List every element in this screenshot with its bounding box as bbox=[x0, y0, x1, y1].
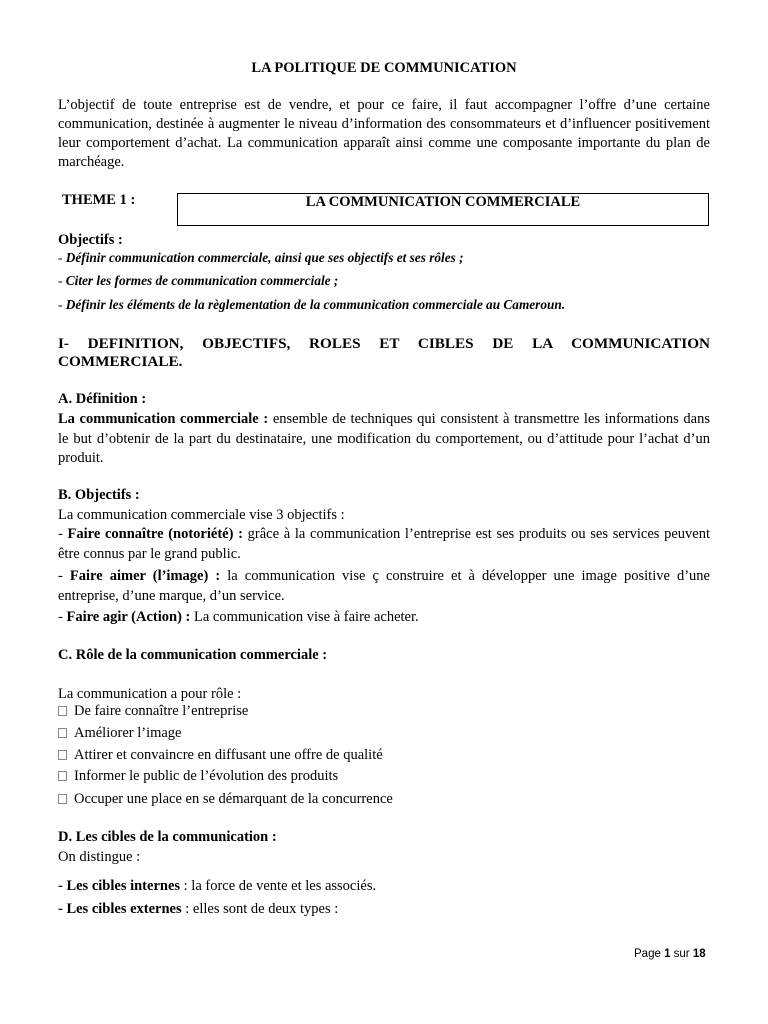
objectif-item: - Citer les formes de communication commerciale ; bbox=[58, 273, 339, 288]
cibles-intro: On distingue : bbox=[58, 849, 141, 865]
objectif-b-item: - Faire aimer (l’image) : la communication vise ç construire et à développer une image positive d’une entreprise, d’une marque, d’un service. bbox=[58, 568, 710, 604]
page-title: LA POLITIQUE DE COMMUNICATION bbox=[251, 60, 517, 76]
checkbox-bullet-icon bbox=[58, 728, 67, 738]
checkbox-bullet-icon bbox=[58, 794, 67, 804]
objectifs-b-heading: B. Objectifs : bbox=[58, 487, 140, 503]
checkbox-bullet-icon bbox=[58, 706, 67, 716]
intro-paragraph: L’objectif de toute entreprise est de vendre, et pour ce faire, il faut accompagner l’offre d’une certaine communication, destinée à augmenter le niveau d’information des consommateurs et d’influencer positivement leur comportement d’achat. La communication apparaît ainsi comme une composante importante du plan de marchéage. bbox=[58, 97, 710, 170]
role-list-item: Occuper une place en se démarquant de la concurrence bbox=[58, 791, 393, 808]
definition-heading: A. Définition : bbox=[58, 391, 147, 407]
role-list-item: Améliorer l’image bbox=[58, 725, 182, 742]
cible-item: - Les cibles externes : elles sont de deux types : bbox=[58, 901, 339, 917]
role-list-item: Informer le public de l’évolution des produits bbox=[58, 768, 338, 785]
page-number: Page 1 sur 18 bbox=[634, 948, 706, 960]
objectif-item: - Définir communication commerciale, ainsi que ses objectifs et ses rôles ; bbox=[58, 250, 464, 265]
role-heading: C. Rôle de la communication commerciale : bbox=[58, 647, 328, 663]
checkbox-bullet-icon bbox=[58, 750, 67, 760]
objectifs-b-intro: La communication commerciale vise 3 objectifs : bbox=[58, 507, 345, 523]
role-list-item: De faire connaître l’entreprise bbox=[58, 703, 248, 720]
objectif-b-item: - Faire agir (Action) : La communication vise à faire acheter. bbox=[58, 609, 419, 625]
role-list-item: Attirer et convaincre en diffusant une offre de qualité bbox=[58, 747, 383, 764]
definition-paragraph: La communication commerciale : ensemble de techniques qui consistent à transmettre les informations dans le but d’obtenir de la part du destinataire, une modification du comportement, ou d’attitude pour l’achat d’un produit. bbox=[58, 411, 710, 466]
objectif-item: - Définir les éléments de la règlementation de la communication commerciale au Cameroun. bbox=[58, 297, 566, 312]
theme-title: LA COMMUNICATION COMMERCIALE bbox=[305, 194, 581, 210]
theme-label: THEME 1 : bbox=[62, 192, 136, 208]
checkbox-bullet-icon bbox=[58, 771, 67, 781]
section-heading-continued: COMMERCIALE. bbox=[58, 353, 183, 370]
cibles-heading: D. Les cibles de la communication : bbox=[58, 829, 277, 845]
section-heading: I- DEFINITION, OBJECTIFS, ROLES ET CIBLES DE LA COMMUNICATION bbox=[58, 335, 710, 352]
objectif-b-item: - Faire connaître (notoriété) : grâce à la communication l’entreprise est ses produits ou ses services peuvent être connus par le grand public. bbox=[58, 526, 711, 562]
objectifs-heading: Objectifs : bbox=[58, 232, 123, 248]
cible-item: - Les cibles internes : la force de vente et les associés. bbox=[58, 878, 377, 894]
role-intro: La communication a pour rôle : bbox=[58, 686, 242, 702]
